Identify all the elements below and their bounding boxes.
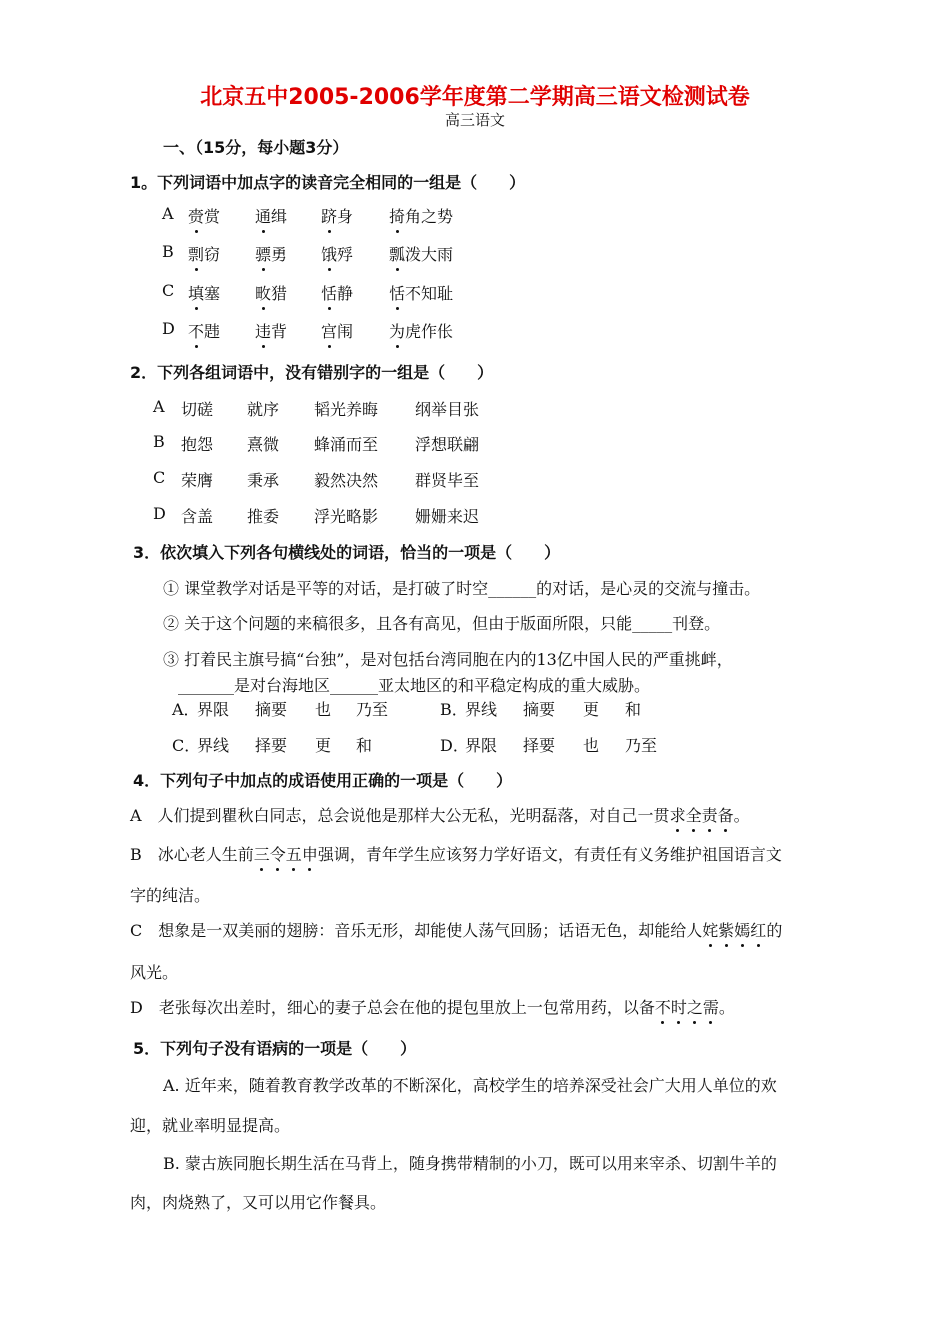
- question-1-stem: 1。下列词语中加点字的读音完全相同的一组是（ ）: [130, 173, 526, 192]
- word-cell: 韬光养晦: [314, 400, 379, 419]
- word-cell: 秉承: [247, 471, 280, 490]
- word-cell: 浮想联翩: [415, 435, 480, 454]
- option-letter: C: [162, 281, 175, 300]
- word-cell: [255, 281, 287, 304]
- question-4-stem: 4．下列句子中加点的成语使用正确的一项是（ ）: [133, 771, 513, 790]
- word-cell: 浮光略影: [314, 507, 379, 526]
- dotted-char: 剽: [188, 245, 205, 264]
- option-letter: D: [162, 319, 175, 338]
- word-cell: 择要: [255, 736, 288, 755]
- dotted-char: 跻: [321, 207, 338, 226]
- dotted-char: 需: [702, 998, 719, 1017]
- word-cell: 切磋: [181, 400, 214, 419]
- exam-subtitle: 高三语文: [444, 111, 505, 129]
- word-cell: 摘要: [523, 700, 556, 719]
- option-letter: C．: [172, 736, 201, 755]
- word-cell: [389, 204, 453, 227]
- word-rest: 勇: [271, 245, 288, 264]
- word-rest: 韪: [204, 322, 221, 341]
- dotted-char: 恬: [389, 284, 406, 303]
- word-cell: 群贤毕至: [415, 471, 480, 490]
- option-letter: B: [162, 242, 174, 261]
- dotted-char: 时: [670, 998, 687, 1017]
- dotted-char: 恬: [321, 284, 338, 303]
- question-3-sentence-3-cont: _______是对台海地区______亚太地区的和平稳定构成的重大威胁。: [178, 676, 651, 695]
- dotted-char: 违: [255, 322, 272, 341]
- option-letter: A．: [172, 700, 200, 719]
- word-cell: 也: [583, 736, 600, 755]
- word-cell: [321, 319, 353, 342]
- question-5-option-b: B. 蒙古族同胞长期生活在马背上，随身携带精制的小刀，既可以用来宰杀、切割牛羊的: [163, 1154, 777, 1173]
- dotted-char: 紫: [718, 921, 735, 940]
- option-letter: A: [153, 397, 165, 416]
- word-cell: [321, 242, 353, 265]
- word-cell: [255, 242, 287, 265]
- dotted-char: 骠: [255, 245, 272, 264]
- word-cell: 更: [583, 700, 600, 719]
- dotted-char: 不: [188, 322, 205, 341]
- question-2-stem: 2．下列各组词语中，没有错别字的一组是（ ）: [130, 363, 494, 382]
- word-cell: [188, 204, 220, 227]
- dotted-idiom: [702, 921, 766, 940]
- word-rest: 身: [337, 207, 354, 226]
- word-cell: 姗姗来迟: [415, 507, 480, 526]
- dotted-char: 嫣: [734, 921, 751, 940]
- word-cell: 界线: [197, 736, 230, 755]
- dotted-char: 令: [269, 845, 286, 864]
- word-cell: 和: [356, 736, 373, 755]
- word-cell: [389, 319, 453, 342]
- dotted-char: 全: [685, 806, 702, 825]
- word-cell: 就序: [247, 400, 280, 419]
- dotted-char: 为: [389, 322, 406, 341]
- dotted-char: 责: [701, 806, 718, 825]
- word-cell: 择要: [523, 736, 556, 755]
- word-cell: 和: [625, 700, 642, 719]
- question-3-sentence-2: ② 关于这个问题的来稿很多，且各有高见，但由于版面所限，只能_____刊登。: [163, 614, 721, 633]
- option-letter: B: [153, 432, 165, 451]
- question-4-option-a: A 人们提到瞿秋白同志，总会说他是那样大公无私，光明磊落，对自己一贯求全责备。: [130, 806, 750, 825]
- dotted-idiom: [254, 845, 318, 864]
- word-cell: 乃至: [356, 700, 389, 719]
- word-cell: 熹微: [247, 435, 280, 454]
- word-cell: 荣膺: [181, 471, 214, 490]
- word-rest: 赏: [204, 207, 221, 226]
- word-cell: 界限: [465, 736, 498, 755]
- word-rest: 背: [271, 322, 288, 341]
- word-rest: 猎: [271, 284, 288, 303]
- question-4-option-b: B 冰心老人生前三令五申强调，青年学生应该努力学好语文，有责任有义务维护祖国语言文: [130, 845, 782, 864]
- dotted-char: 通: [255, 207, 272, 226]
- question-3-sentence-3: ③ 打着民主旗号搞“台独”，是对包括台湾同胞在内的13亿中国人民的严重挑衅，: [163, 650, 733, 669]
- word-cell: [321, 281, 353, 304]
- option-letter: B．: [440, 700, 468, 719]
- word-cell: [255, 319, 287, 342]
- word-cell: 毅然决然: [314, 471, 379, 490]
- dotted-char: 三: [253, 845, 270, 864]
- option-letter: A: [162, 204, 174, 223]
- dotted-char: 申: [301, 845, 318, 864]
- word-cell: [389, 242, 453, 265]
- question-5-stem: 5．下列句子没有语病的一项是（ ）: [133, 1039, 417, 1058]
- exam-title: 北京五中2005-2006学年度第二学期高三语文检测试卷: [200, 85, 750, 110]
- word-rest: 窃: [204, 245, 221, 264]
- word-rest: 虎作伥: [405, 322, 454, 341]
- dotted-char: 畋: [255, 284, 272, 303]
- question-5-option-a-cont: 迎，就业率明显提高。: [130, 1116, 291, 1135]
- dotted-char: 掎: [389, 207, 406, 226]
- word-cell: 抱怨: [181, 435, 214, 454]
- question-3-stem: 3．依次填入下列各句横线处的词语，恰当的一项是（ ）: [133, 543, 561, 562]
- word-cell: 也: [315, 700, 332, 719]
- dotted-idiom: [670, 806, 734, 825]
- dotted-char: 求: [669, 806, 686, 825]
- question-4-option-c: C 想象是一双美丽的翅膀：音乐无形，却能使人荡气回肠；话语无色，却能给人姹紫嫣红的: [130, 921, 783, 940]
- word-rest: 不知耻: [405, 284, 454, 303]
- section-heading: 一、（15分，每小题3分）: [163, 138, 349, 157]
- dotted-char: 饿: [321, 245, 338, 264]
- word-rest: 泼大雨: [405, 245, 454, 264]
- option-letter: D: [153, 504, 166, 523]
- dotted-char: 五: [285, 845, 302, 864]
- dotted-char: 瓢: [389, 245, 406, 264]
- word-rest: 塞: [204, 284, 221, 303]
- dotted-char: 填: [188, 284, 205, 303]
- question-4-option-c-cont: 风光。: [130, 963, 179, 982]
- word-cell: 界线: [465, 700, 498, 719]
- option-letter: C: [153, 468, 166, 487]
- word-rest: 殍: [337, 245, 354, 264]
- word-cell: [188, 242, 220, 265]
- word-cell: 含盖: [181, 507, 214, 526]
- word-rest: 角之势: [405, 207, 454, 226]
- dotted-char: 姹: [702, 921, 719, 940]
- dotted-char: 不: [654, 998, 671, 1017]
- word-cell: 蜂涌而至: [314, 435, 379, 454]
- question-4-option-b-cont: 字的纯洁。: [130, 886, 211, 905]
- dotted-char: 宫: [321, 322, 338, 341]
- dotted-char: 赍: [188, 207, 205, 226]
- dotted-idiom: [655, 998, 719, 1017]
- question-4-option-d: D 老张每次出差时，细心的妻子总会在他的提包里放上一包常用药，以备不时之需。: [130, 998, 735, 1017]
- word-cell: 纲举目张: [415, 400, 480, 419]
- word-cell: [188, 281, 220, 304]
- word-cell: 推委: [247, 507, 280, 526]
- word-cell: [188, 319, 220, 342]
- dotted-char: 之: [686, 998, 703, 1017]
- dotted-char: 备: [717, 806, 734, 825]
- word-cell: 摘要: [255, 700, 288, 719]
- word-rest: 缉: [271, 207, 288, 226]
- question-5-option-b-cont: 肉，肉烧熟了，又可以用它作餐具。: [130, 1193, 387, 1212]
- word-cell: [321, 204, 353, 227]
- option-letter: D．: [440, 736, 469, 755]
- word-rest: 静: [337, 284, 354, 303]
- word-cell: 界限: [197, 700, 230, 719]
- question-3-sentence-1: ① 课堂教学对话是平等的对话，是打破了时空______的对话，是心灵的交流与撞击。: [163, 579, 761, 598]
- word-cell: [389, 281, 453, 304]
- word-cell: [255, 204, 287, 227]
- word-rest: 闱: [337, 322, 354, 341]
- dotted-char: 红: [750, 921, 767, 940]
- word-cell: 更: [315, 736, 332, 755]
- word-cell: 乃至: [625, 736, 658, 755]
- question-5-option-a: A. 近年来，随着教育教学改革的不断深化，高校学生的培养深受社会广大用人单位的欢: [163, 1076, 777, 1095]
